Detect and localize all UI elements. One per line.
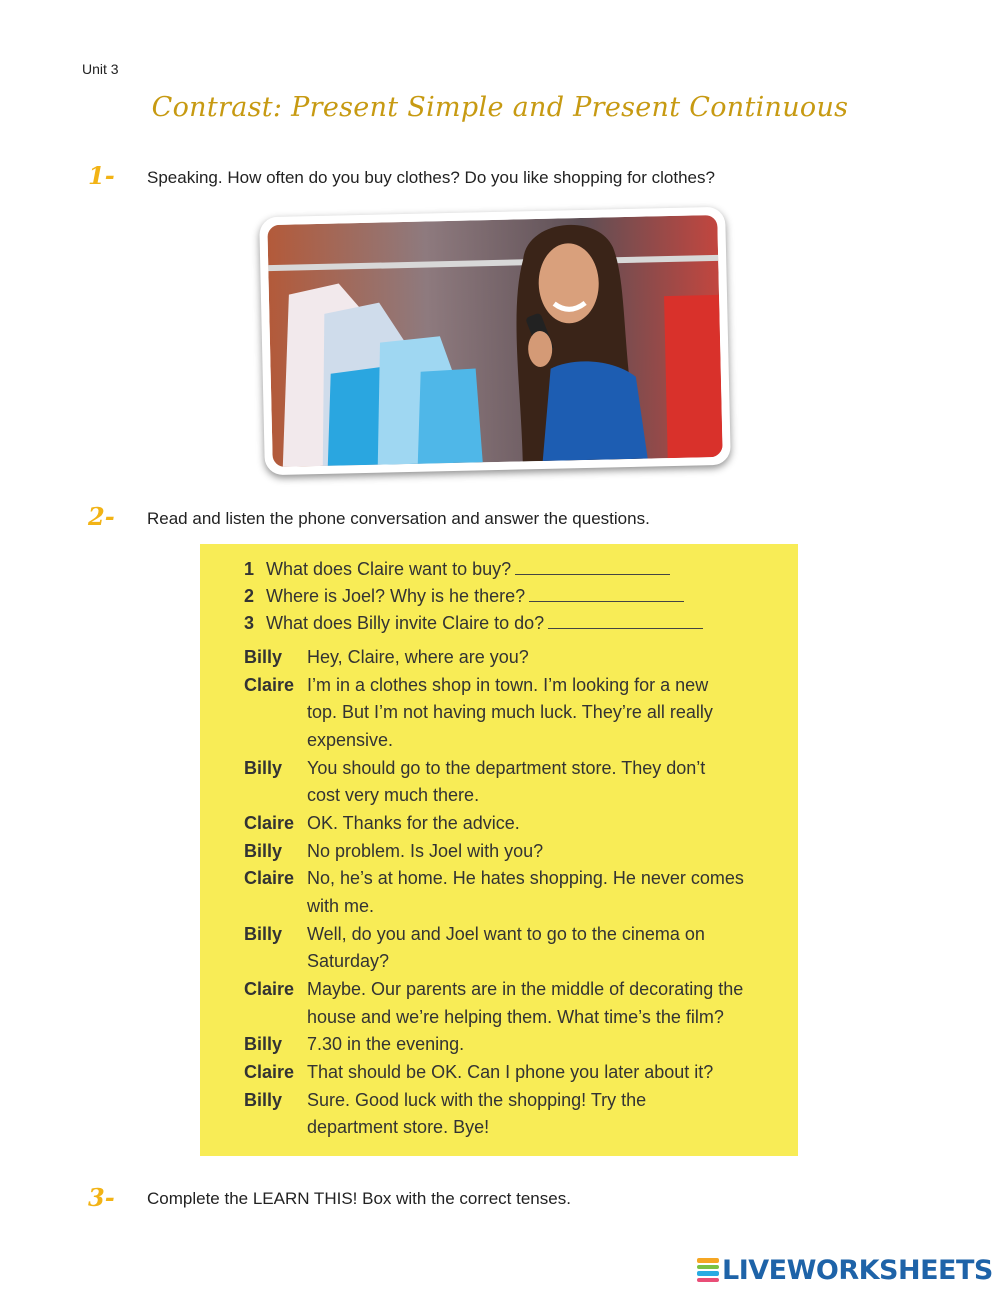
speaker-billy: Billy — [244, 924, 283, 944]
speaker-billy: Billy — [244, 1034, 283, 1054]
dialogue-line: Saturday? — [307, 951, 390, 971]
question-text: Where is Joel? Why is he there? — [266, 586, 526, 606]
speaker-billy: Billy — [244, 758, 283, 778]
question-number: 2 — [244, 586, 255, 606]
answer-blank[interactable] — [515, 573, 670, 575]
question-text: What does Claire want to buy? — [266, 559, 512, 579]
answer-blank[interactable] — [548, 627, 703, 629]
exercise-3-instruction: Complete the LEARN THIS! Box with the correct tenses. — [147, 1189, 571, 1208]
question-1 — [244, 559, 670, 580]
speaker-claire: Claire — [244, 979, 295, 999]
unit-label: Unit 3 — [82, 61, 119, 77]
exercise-1-instruction: Speaking. How often do you buy clothes? Do you like shopping for clothes? — [147, 168, 715, 187]
dialogue-line: You should go to the department store. They don’t — [307, 758, 706, 778]
logo-text: LIVEWORKSHEETS — [722, 1254, 993, 1286]
dialogue-line: house and we’re helping them. What time’s the film? — [307, 1007, 724, 1027]
speaker-claire: Claire — [244, 1062, 295, 1082]
dialogue-line: Well, do you and Joel want to go to the cinema on — [307, 924, 705, 944]
logo-stripe — [697, 1265, 719, 1270]
speaker-claire: Claire — [244, 675, 295, 695]
logo-stripe — [697, 1271, 719, 1276]
dialogue-line: Hey, Claire, where are you? — [307, 647, 529, 667]
dialogue-line: 7.30 in the evening. — [307, 1034, 465, 1054]
logo-mark-icon — [697, 1257, 719, 1283]
exercise-1-number: 1- — [88, 161, 115, 190]
speaker-billy: Billy — [244, 647, 283, 667]
exercise-3-number: 3- — [88, 1183, 115, 1212]
worksheet-title: Contrast: Present Simple and Present Continuous — [151, 92, 849, 123]
dialogue-line: Sure. Good luck with the shopping! Try the — [307, 1090, 647, 1110]
dialogue-line: No, he’s at home. He hates shopping. He never comes — [307, 868, 744, 888]
answer-blank[interactable] — [529, 600, 684, 602]
exercise-2-number: 2- — [88, 502, 115, 531]
dialogue-line: That should be OK. Can I phone you later about it? — [307, 1062, 714, 1082]
conversation-box — [200, 544, 798, 1156]
shopping-photo — [259, 207, 731, 476]
dialogue-line: department store. Bye! — [307, 1117, 490, 1137]
exercise-2-instruction: Read and listen the phone conversation and answer the questions. — [147, 509, 650, 528]
dialogue-line: cost very much there. — [307, 785, 480, 805]
dialogue-line: with me. — [307, 896, 375, 916]
speaker-claire: Claire — [244, 813, 295, 833]
speaker-billy: Billy — [244, 841, 283, 861]
dialogue-line: OK. Thanks for the advice. — [307, 813, 520, 833]
speaker-claire: Claire — [244, 868, 295, 888]
liveworksheets-logo[interactable] — [697, 1255, 993, 1285]
question-2 — [244, 586, 684, 607]
question-text: What does Billy invite Claire to do? — [266, 613, 545, 633]
logo-stripe — [697, 1258, 719, 1263]
speaker-billy: Billy — [244, 1090, 283, 1110]
dialogue-line: No problem. Is Joel with you? — [307, 841, 544, 861]
logo-stripe — [697, 1278, 719, 1283]
question-number: 3 — [244, 613, 255, 633]
dialogue-line: expensive. — [307, 730, 394, 750]
dialogue-line: top. But I’m not having much luck. They’re all really — [307, 702, 713, 722]
dialogue-line: Maybe. Our parents are in the middle of decorating the — [307, 979, 744, 999]
question-3 — [244, 613, 703, 634]
dialogue-line: I’m in a clothes shop in town. I’m looking for a new — [307, 675, 709, 695]
question-number: 1 — [244, 559, 255, 579]
